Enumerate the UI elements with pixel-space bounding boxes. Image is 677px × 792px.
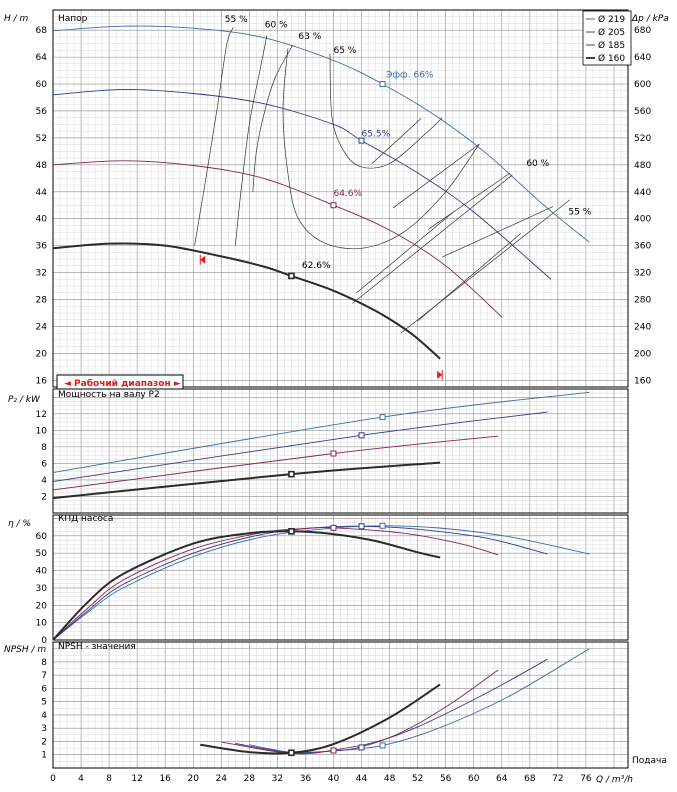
- efficiency-label: 65 %: [333, 46, 357, 57]
- x-tick-label: 48: [383, 774, 396, 784]
- efficiency-label: 63 %: [298, 31, 322, 42]
- legend-label-219: Ø 219: [598, 15, 626, 25]
- efficiency-label: 60 %: [526, 159, 550, 170]
- x-tick-label: 52: [411, 774, 424, 784]
- work-range-end-marker: [437, 371, 442, 379]
- power-y-tick-label: 8: [41, 442, 47, 453]
- legend: [583, 11, 631, 65]
- efficiency-y-tick-label: 50: [35, 549, 47, 560]
- npsh-y-tick-label: 6: [41, 684, 47, 695]
- power-y-tick-label: 2: [41, 492, 47, 503]
- power-panel-title: Мощность на валу P2: [58, 390, 160, 400]
- head-y-tick-label: 44: [35, 187, 47, 198]
- efficiency-iso-line: [235, 36, 267, 246]
- x-tick-label: 20: [187, 774, 199, 784]
- head-y-tick-label: 68: [35, 26, 47, 37]
- efficiency-operating-point: [380, 523, 385, 528]
- head-y2-tick-label: 600: [634, 80, 652, 91]
- x-tick-label: 24: [215, 774, 228, 784]
- power-operating-point: [359, 433, 364, 438]
- x-tick-label: 12: [131, 774, 143, 784]
- head-y-tick-label: 56: [35, 106, 47, 117]
- power-curve-Ø 160: [53, 463, 440, 499]
- efficiency-label: Эфф. 66%: [386, 70, 434, 81]
- x-axis-title: Q / m³/h: [596, 775, 633, 785]
- npsh-curve-Ø 205: [235, 659, 547, 753]
- npsh-panel-title: NPSH - значения: [58, 642, 136, 652]
- power-y-tick-label: 4: [41, 475, 47, 486]
- power-operating-point: [289, 472, 294, 477]
- head-operating-point: [289, 273, 294, 278]
- x-axis-word: Подача: [632, 756, 667, 766]
- efficiency-y-tick-label: 60: [35, 531, 47, 542]
- efficiency-iso-line: [418, 234, 521, 322]
- power-y-tick-label: 6: [41, 459, 47, 470]
- work-range-label: ◄ Рабочий диапазон ►: [64, 379, 181, 389]
- efficiency-y-tick-label: 0: [41, 636, 47, 646]
- efficiency-operating-point: [331, 525, 336, 530]
- head-y2-axis-title: Δp / kPa: [632, 14, 669, 24]
- head-y-tick-label: 28: [35, 295, 47, 306]
- npsh-operating-point: [289, 750, 294, 755]
- head-y2-tick-label: 280: [634, 295, 652, 306]
- efficiency-y-axis-title: η / %: [8, 519, 32, 529]
- efficiency-iso-line: [253, 45, 293, 192]
- head-y-tick-label: 48: [35, 160, 47, 171]
- head-operating-point: [331, 203, 336, 208]
- npsh-operating-point: [380, 743, 385, 748]
- efficiency-label: 65.5%: [361, 129, 391, 140]
- head-y-tick-label: 36: [35, 241, 47, 252]
- legend-label-185: Ø 185: [598, 41, 626, 51]
- efficiency-y-tick-label: 40: [35, 566, 47, 577]
- npsh-y-tick-label: 7: [41, 671, 47, 682]
- head-y-tick-label: 24: [35, 322, 47, 333]
- efficiency-y-tick-label: 30: [35, 583, 47, 594]
- x-tick-label: 40: [327, 774, 340, 784]
- head-y2-tick-label: 440: [634, 187, 652, 198]
- x-tick-label: 72: [552, 774, 564, 784]
- x-tick-label: 56: [439, 774, 452, 784]
- efficiency-label: 55 %: [568, 207, 592, 218]
- efficiency-iso-line: [401, 200, 570, 333]
- power-operating-point: [380, 415, 385, 420]
- npsh-y-tick-label: 8: [41, 657, 47, 668]
- head-y-tick-label: 64: [35, 53, 47, 64]
- head-y2-tick-label: 360: [634, 241, 652, 252]
- x-tick-label: 44: [355, 774, 368, 784]
- head-y-tick-label: 60: [35, 80, 47, 91]
- npsh-curve-Ø 160: [200, 684, 440, 753]
- x-tick-label: 0: [50, 774, 56, 784]
- npsh-y-tick-label: 2: [41, 737, 47, 748]
- efficiency-curve-Ø 160: [53, 531, 440, 640]
- head-y-tick-label: 20: [35, 349, 47, 360]
- x-tick-label: 64: [496, 774, 508, 784]
- efficiency-iso-line: [442, 207, 553, 257]
- x-tick-label: 32: [271, 774, 284, 784]
- efficiency-y-tick-label: 20: [35, 601, 47, 612]
- efficiency-label: 64.6%: [333, 188, 363, 199]
- x-tick-label: 60: [468, 774, 480, 784]
- legend-label-205: Ø 205: [598, 28, 626, 38]
- efficiency-operating-point: [289, 529, 294, 534]
- efficiency-label: 60 %: [264, 20, 288, 31]
- power-y-tick-label: 10: [35, 426, 47, 437]
- head-y2-tick-label: 400: [634, 214, 652, 225]
- head-y2-tick-label: 680: [634, 26, 652, 37]
- power-y-axis-title: P₂ / kW: [8, 395, 40, 405]
- npsh-y-tick-label: 1: [41, 750, 47, 761]
- head-y2-tick-label: 520: [634, 133, 652, 144]
- efficiency-label: 55 %: [224, 15, 248, 26]
- npsh-operating-point: [331, 748, 336, 753]
- head-y2-tick-label: 200: [634, 349, 652, 360]
- x-tick-label: 68: [524, 774, 536, 784]
- npsh-y-tick-label: 4: [41, 710, 47, 721]
- head-y-tick-label: 52: [35, 133, 47, 144]
- head-y2-tick-label: 480: [634, 160, 652, 171]
- head-y2-tick-label: 320: [634, 268, 652, 279]
- efficiency-iso-line: [428, 173, 510, 230]
- npsh-y-axis-title: NPSH / m: [4, 645, 47, 655]
- x-tick-label: 16: [159, 774, 171, 784]
- head-y2-tick-label: 160: [634, 376, 652, 387]
- efficiency-operating-point: [359, 524, 364, 529]
- head-y-tick-label: 40: [35, 214, 47, 225]
- npsh-y-tick-label: 3: [41, 724, 47, 735]
- efficiency-label: 62.6%: [301, 260, 331, 271]
- efficiency-panel-title: КПД насоса: [58, 514, 114, 524]
- power-y-tick-label: 12: [35, 409, 47, 420]
- head-y2-tick-label: 240: [634, 322, 652, 333]
- efficiency-iso-line: [352, 175, 512, 304]
- x-tick-label: 28: [243, 774, 256, 784]
- head-curve-Ø 160: [53, 243, 440, 358]
- head-operating-point: [380, 82, 385, 87]
- work-range-start-marker: [200, 256, 205, 264]
- head-y2-tick-label: 640: [634, 53, 652, 64]
- head-y-tick-label: 32: [35, 268, 47, 279]
- npsh-y-tick-label: 5: [41, 697, 47, 708]
- power-operating-point: [331, 451, 336, 456]
- head-y-axis-title: H / m: [4, 14, 29, 24]
- head-y-tick-label: 16: [35, 376, 47, 387]
- x-tick-label: 4: [78, 774, 84, 784]
- legend-label-160: Ø 160: [598, 54, 626, 64]
- x-tick-label: 8: [106, 774, 112, 784]
- head-y2-tick-label: 560: [634, 106, 652, 117]
- efficiency-y-tick-label: 10: [35, 618, 47, 629]
- x-tick-label: 76: [580, 774, 592, 784]
- head-panel-title: Напор: [58, 14, 88, 24]
- npsh-operating-point: [359, 745, 364, 750]
- x-tick-label: 36: [299, 774, 312, 784]
